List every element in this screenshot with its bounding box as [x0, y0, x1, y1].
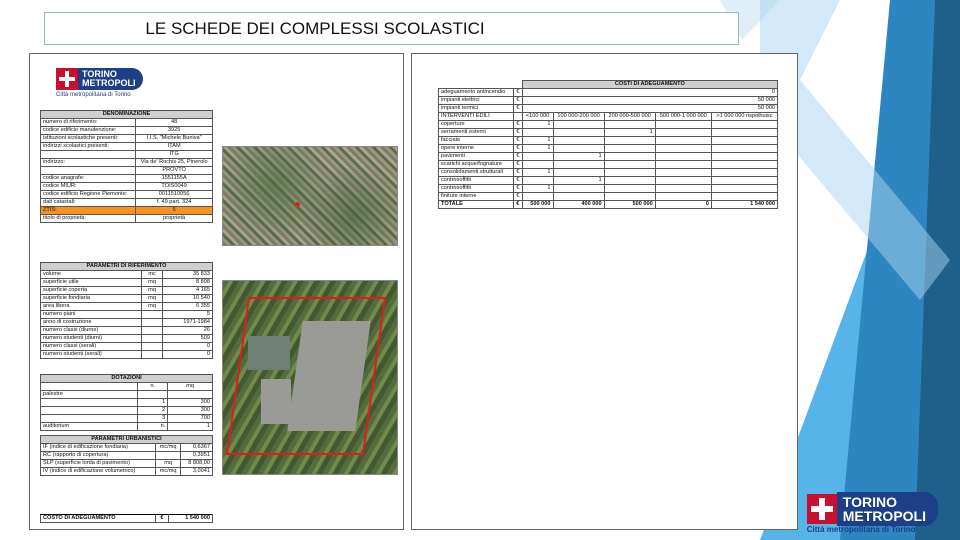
costi-row: [439, 177, 778, 185]
row-value: 0,6367: [181, 444, 213, 452]
parametri-table: [40, 262, 213, 359]
costo-value: 1 540 000: [168, 515, 212, 523]
row-label: opere interne: [439, 145, 514, 153]
total-value: 500 000: [604, 201, 655, 209]
row-label: [41, 151, 136, 159]
parametri-row: [41, 287, 213, 295]
row-label: numero piani: [41, 311, 142, 319]
row-label: numero di riferimento:: [41, 119, 136, 127]
row-mark: [604, 145, 655, 153]
row-label: [41, 407, 138, 415]
row-label: indirizzi scolastici presenti:: [41, 143, 136, 151]
costi-row: [439, 145, 778, 153]
row-mark: [711, 169, 777, 177]
site-boundary-outline: [226, 297, 386, 455]
row-unit: [142, 351, 162, 359]
row-label: istituzioni scolastiche presenti:: [41, 135, 136, 143]
denominazione-row: [41, 135, 213, 143]
row-unit: €: [513, 145, 522, 153]
row-mark: [711, 185, 777, 193]
row-label: finiture interne: [439, 193, 514, 201]
row-value: 3925: [136, 127, 213, 135]
row-mq: [168, 391, 213, 399]
row-label: IV (indice di edificazione volumetrico): [41, 468, 156, 476]
row-unit: €: [513, 169, 522, 177]
costi-row: [439, 169, 778, 177]
row-value: 4 165: [162, 287, 212, 295]
row-mark: [553, 121, 604, 129]
row-unit: [142, 335, 162, 343]
row-label: ZTIS:: [41, 207, 136, 215]
denominazione-row: [41, 215, 213, 223]
interventi-label: INTERVENTI EDILI: [439, 113, 514, 121]
row-unit: [142, 319, 162, 327]
costi-row: [439, 129, 778, 137]
costi-row: [439, 121, 778, 129]
row-label: codice anagrafe:: [41, 175, 136, 183]
row-label: pavimenti: [439, 153, 514, 161]
parametri-header: PARAMETRI DI RIFERIMENTO: [41, 263, 213, 271]
denominazione-row: [41, 191, 213, 199]
row-unit: mc/mq: [155, 444, 181, 452]
costi-total-row: [439, 201, 778, 209]
urbanistici-row: [41, 452, 213, 460]
row-label: controsoffitti: [439, 185, 514, 193]
dotazioni-row: [41, 415, 213, 423]
row-mark: [522, 193, 553, 201]
row-unit: mq: [142, 295, 162, 303]
row-value: 0,3951: [181, 452, 213, 460]
row-unit: [142, 343, 162, 351]
row-label: codice MIUR:: [41, 183, 136, 191]
row-unit: €: [513, 185, 522, 193]
row-unit: €: [513, 137, 522, 145]
row-mark: [655, 137, 711, 145]
row-value: proprietà: [136, 215, 213, 223]
spacer: [513, 113, 522, 121]
row-value: 3,0041: [181, 468, 213, 476]
row-label: adeguamento antincendio: [439, 89, 514, 97]
row-mark: [604, 169, 655, 177]
denominazione-row: [41, 151, 213, 159]
dotazioni-row: [41, 391, 213, 399]
denominazione-row: [41, 143, 213, 151]
row-mark: [553, 185, 604, 193]
row-label: scarichi acque/fognature: [439, 161, 514, 169]
row-value: 8 808,00: [181, 460, 213, 468]
range-header: 100 000-200 000: [553, 113, 604, 121]
parametri-row: [41, 295, 213, 303]
row-unit: €: [513, 105, 522, 113]
costo-label: COSTO DI ADEGUAMENTO: [41, 515, 156, 523]
row-label: facciate: [439, 137, 514, 145]
row-label: superficie utile: [41, 279, 142, 287]
row-value: 10 540: [162, 295, 212, 303]
dotazioni-header: DOTAZIONI: [41, 375, 213, 383]
row-label: coperture: [439, 121, 514, 129]
row-unit: mc/mq: [155, 468, 181, 476]
row-mark: [604, 185, 655, 193]
urbanistici-table: [40, 435, 213, 476]
costi-row: [439, 161, 778, 169]
row-mark: [655, 153, 711, 161]
denominazione-row: [41, 127, 213, 135]
parametri-row: [41, 303, 213, 311]
torino-metropoli-logo-footer: [806, 492, 938, 534]
costi-header: COSTI DI ADEGUAMENTO: [522, 81, 777, 89]
row-unit: €: [513, 161, 522, 169]
aerial-map: [222, 146, 398, 246]
row-value: 50 000: [522, 97, 777, 105]
row-mq: 1: [168, 423, 213, 431]
row-mark: [522, 129, 553, 137]
row-mark: [522, 161, 553, 169]
row-label: SLP (superficie lorda di pavimento): [41, 460, 156, 468]
denominazione-row: [41, 167, 213, 175]
row-value: 1971-1984: [162, 319, 212, 327]
row-mark: 1: [604, 129, 655, 137]
row-label: indirizzo:: [41, 159, 136, 167]
col-n: n.: [138, 383, 168, 391]
costi-top-row: [439, 105, 778, 113]
costi-top-row: [439, 89, 778, 97]
denominazione-row: [41, 207, 213, 215]
row-value: 8 808: [162, 279, 212, 287]
site-aerial-photo: [222, 280, 398, 475]
row-label: [41, 399, 138, 407]
row-mark: [711, 177, 777, 185]
row-label: [41, 415, 138, 423]
denominazione-row: [41, 199, 213, 207]
row-value: 0: [162, 351, 212, 359]
row-label: anno di costruzione: [41, 319, 142, 327]
row-mark: [604, 161, 655, 169]
range-header: >1 000 000 rispolhuisc: [711, 113, 777, 121]
row-unit: [142, 327, 162, 335]
row-value: PROVTO: [136, 167, 213, 175]
costi-top-row: [439, 97, 778, 105]
row-mark: 1: [522, 145, 553, 153]
range-header: 200 000-500 000: [604, 113, 655, 121]
row-mark: [711, 121, 777, 129]
row-label: codice edificio Regione Piemonte:: [41, 191, 136, 199]
row-value: ITG: [136, 151, 213, 159]
row-value: 0: [162, 343, 212, 351]
row-label: numero classi (diurne): [41, 327, 142, 335]
parametri-row: [41, 335, 213, 343]
shield-icon: [56, 68, 78, 90]
row-label: impianti elettrici: [439, 97, 514, 105]
parametri-row: [41, 343, 213, 351]
row-label: RC (rapporto di copertura): [41, 452, 156, 460]
row-label: superficie coperta: [41, 287, 142, 295]
costi-row: [439, 193, 778, 201]
row-value: 6 355: [162, 303, 212, 311]
row-label: palestre: [41, 391, 138, 399]
row-unit: €: [513, 121, 522, 129]
row-mark: [655, 121, 711, 129]
costi-row: [439, 185, 778, 193]
shield-icon: [807, 494, 837, 524]
row-unit: €: [513, 153, 522, 161]
row-mark: [522, 177, 553, 185]
total-unit: €: [513, 201, 522, 209]
row-mq: 300: [168, 399, 213, 407]
row-label: area libera: [41, 303, 142, 311]
row-value: f. 49 part. 324: [136, 199, 213, 207]
row-mark: [655, 185, 711, 193]
row-mark: [604, 137, 655, 145]
denominazione-header: DENOMINAZIONE: [41, 111, 213, 119]
row-unit: mc: [142, 271, 162, 279]
total-value: 0: [655, 201, 711, 209]
row-mark: 1: [553, 153, 604, 161]
logo-subtitle: Città metropolitana di Torino: [56, 92, 131, 98]
row-value: Via de' Rochis 25, Pinerolo: [136, 159, 213, 167]
costi-adeguamento-table: [438, 80, 778, 209]
urbanistici-row: [41, 468, 213, 476]
row-unit: €: [513, 129, 522, 137]
row-label: IF (indice di edificazione fondiaria): [41, 444, 156, 452]
row-n: 1: [138, 399, 168, 407]
row-mark: [655, 161, 711, 169]
row-mq: 700: [168, 415, 213, 423]
row-mark: [604, 177, 655, 185]
range-header: <100 000: [522, 113, 553, 121]
logo-name: TORINO METROPOLI: [837, 492, 938, 526]
row-n: 2: [138, 407, 168, 415]
row-unit: mq: [142, 303, 162, 311]
row-mark: [553, 137, 604, 145]
dotazioni-row: [41, 423, 213, 431]
costo-adeguamento-summary: [40, 514, 213, 523]
row-mark: [553, 169, 604, 177]
row-value: 0011510056: [136, 191, 213, 199]
row-label: [41, 167, 136, 175]
title-box: [44, 12, 739, 45]
slide-title: LE SCHEDE DEI COMPLESSI SCOLASTICI: [145, 19, 485, 38]
row-mark: [604, 193, 655, 201]
row-label: numero studenti (serali): [41, 351, 142, 359]
row-mark: [655, 169, 711, 177]
total-value: 500 000: [522, 201, 553, 209]
row-mark: [655, 177, 711, 185]
dotazioni-row: [41, 407, 213, 415]
row-value: 5: [136, 207, 213, 215]
row-label: dati catastali:: [41, 199, 136, 207]
col-mq: mq: [168, 383, 213, 391]
urbanistici-row: [41, 444, 213, 452]
row-mark: [553, 145, 604, 153]
row-value: 509: [162, 335, 212, 343]
parametri-row: [41, 271, 213, 279]
location-pin-icon: [295, 202, 300, 207]
total-label: TOTALE: [439, 201, 514, 209]
row-value: 0: [522, 89, 777, 97]
row-unit: mq: [142, 287, 162, 295]
row-mark: [711, 193, 777, 201]
denominazione-table: [40, 110, 213, 223]
row-label: auditorium: [41, 423, 138, 431]
logo-name: TORINO METROPOLI: [78, 68, 143, 90]
row-mark: [604, 121, 655, 129]
parametri-row: [41, 311, 213, 319]
row-label: numero studenti (diurni): [41, 335, 142, 343]
logo-subtitle: Città metropolitana di Torino: [806, 525, 916, 534]
row-value: 50 000: [522, 105, 777, 113]
row-mark: [711, 137, 777, 145]
row-label: serramenti esterni: [439, 129, 514, 137]
row-mark: 1: [553, 177, 604, 185]
dotazioni-row: [41, 399, 213, 407]
row-label: numero classi (serali): [41, 343, 142, 351]
row-mark: [655, 129, 711, 137]
row-mark: [655, 145, 711, 153]
row-value: 26: [162, 327, 212, 335]
costs-card: [411, 53, 798, 530]
row-mark: 1: [522, 137, 553, 145]
row-mark: [711, 145, 777, 153]
total-value: 400 000: [553, 201, 604, 209]
row-label: volume: [41, 271, 142, 279]
row-unit: €: [513, 177, 522, 185]
row-unit: €: [513, 89, 522, 97]
row-label: superficie fondiaria: [41, 295, 142, 303]
denominazione-row: [41, 119, 213, 127]
row-mark: [553, 129, 604, 137]
row-n: [138, 391, 168, 399]
row-mark: 1: [522, 169, 553, 177]
row-mark: 1: [522, 185, 553, 193]
row-mark: [655, 193, 711, 201]
row-label: titolo di proprietà:: [41, 215, 136, 223]
range-header: 500 000-1 000 000: [655, 113, 711, 121]
row-value: ITAM: [136, 143, 213, 151]
denominazione-row: [41, 159, 213, 167]
row-mq: 300: [168, 407, 213, 415]
row-label: codice edificio manutenzione:: [41, 127, 136, 135]
row-n: 3: [138, 415, 168, 423]
denominazione-row: [41, 175, 213, 183]
row-value: I.I.S. "Michele Buniva": [136, 135, 213, 143]
row-n: n.: [138, 423, 168, 431]
row-unit: [155, 452, 181, 460]
row-mark: [522, 153, 553, 161]
row-label: consolidamenti strutturali: [439, 169, 514, 177]
row-value: TOIS0049: [136, 183, 213, 191]
row-mark: [711, 129, 777, 137]
dotazioni-table: [40, 374, 213, 431]
row-label: impianti termici: [439, 105, 514, 113]
parametri-row: [41, 279, 213, 287]
parametri-row: [41, 351, 213, 359]
row-unit: €: [513, 97, 522, 105]
row-mark: 1: [522, 121, 553, 129]
row-mark: [553, 161, 604, 169]
urbanistici-header: PARAMETRI URBANISTICI: [41, 436, 213, 444]
row-mark: [553, 193, 604, 201]
costo-unit: €: [156, 515, 168, 523]
costi-row: [439, 153, 778, 161]
row-unit: mq: [155, 460, 181, 468]
row-unit: mq: [142, 279, 162, 287]
costi-row: [439, 137, 778, 145]
row-mark: [711, 161, 777, 169]
costi-range-header: [439, 113, 778, 121]
row-unit: [142, 311, 162, 319]
school-sheet-card: [29, 53, 404, 530]
row-unit: €: [513, 193, 522, 201]
row-value: 48: [136, 119, 213, 127]
denominazione-row: [41, 183, 213, 191]
row-value: 1551155A: [136, 175, 213, 183]
parametri-row: [41, 319, 213, 327]
torino-metropoli-logo: [56, 68, 143, 98]
row-label: controsoffitti: [439, 177, 514, 185]
urbanistici-row: [41, 460, 213, 468]
row-mark: [604, 153, 655, 161]
row-value: 5: [162, 311, 212, 319]
parametri-row: [41, 327, 213, 335]
total-value: 1 540 000: [711, 201, 777, 209]
row-mark: [711, 153, 777, 161]
row-value: 35 833: [162, 271, 212, 279]
